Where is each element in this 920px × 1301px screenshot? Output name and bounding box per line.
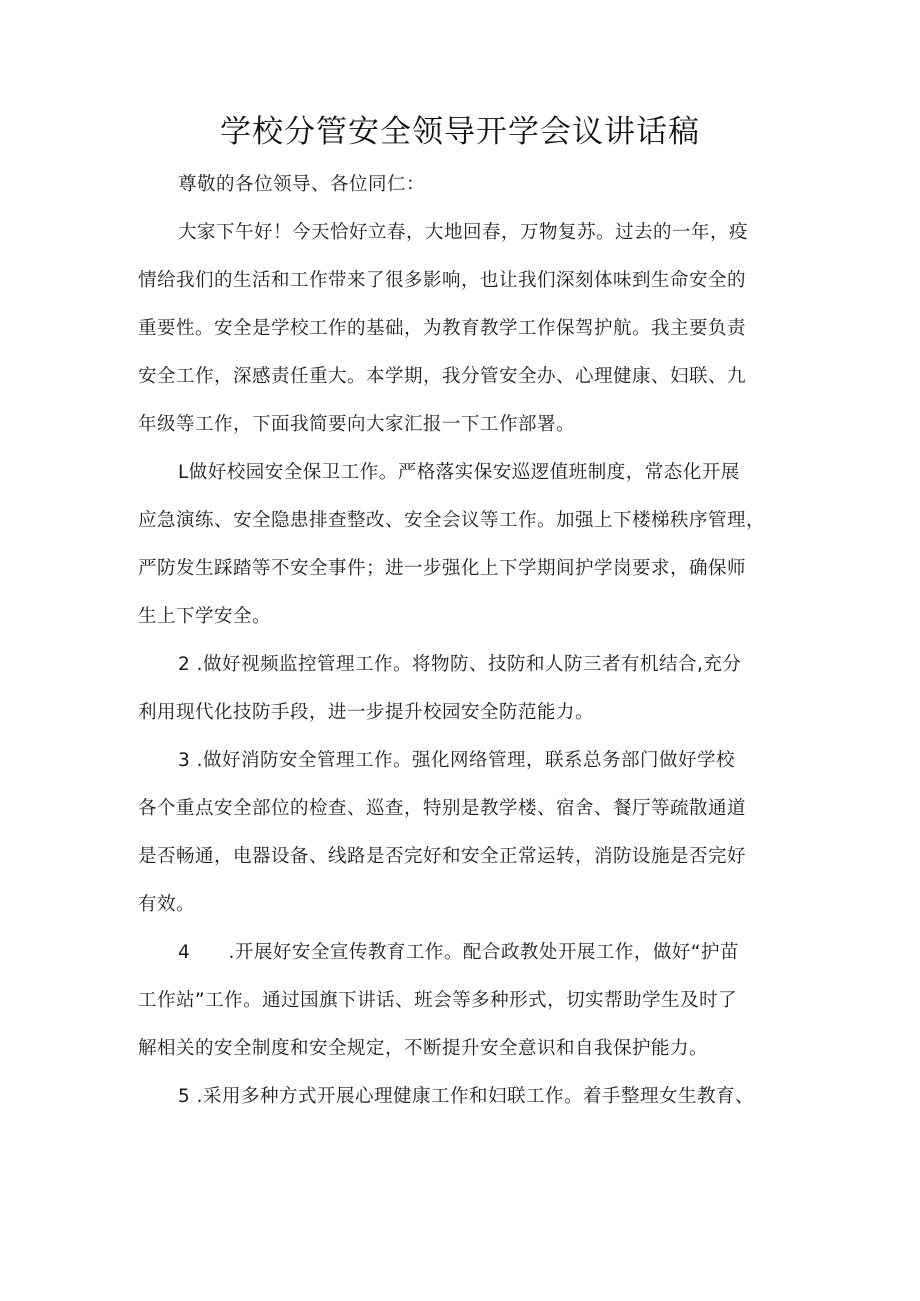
paragraph-line: 大家下午好！今天恰好立春，大地回春，万物复苏。过去的一年，疫 [178, 222, 749, 243]
paragraph-line: 有效。 [138, 894, 196, 915]
paragraph-line: 严防发生踩踏等不安全事件；进一步强化上下学期间护学岗要求，确保师 [138, 558, 747, 579]
paragraph-line: 解相关的安全制度和安全规定，不断提升安全意识和自我保护能力。 [138, 1038, 709, 1059]
paragraph-line: 利用现代化技防手段，进一步提升校园安全防范能力。 [138, 702, 595, 723]
paragraph-line: L做好校园安全保卫工作。严格落实保安巡逻值班制度，常态化开展 [178, 462, 740, 483]
paragraph-line: 4 .开展好安全宣传教育工作。配合政教处开展工作，做好“护苗 [178, 942, 740, 963]
paragraph-line: 年级等工作，下面我简要向大家汇报一下工作部署。 [138, 414, 576, 435]
paragraph-line: 2 .做好视频监控管理工作。将物防、技防和人防三者有机结合,充分 [178, 654, 742, 675]
paragraph-line: 重要性。安全是学校工作的基础，为教育教学工作保驾护航。我主要负责 [138, 318, 747, 339]
paragraph-line: 应急演练、安全隐患排查整改、安全会议等工作。加强上下楼梯秩序管理， [138, 510, 766, 531]
paragraph-line: 生上下学安全。 [138, 606, 272, 627]
paragraph-line: 是否畅通，电器设备、线路是否完好和安全正常运转，消防设施是否完好 [138, 846, 747, 867]
document-title: 学校分管安全领导开学会议讲话稿 [220, 114, 700, 150]
paragraph-line: 安全工作，深感责任重大。本学期，我分管安全办、心理健康、妇联、九 [138, 366, 747, 387]
paragraph-line: 5 .采用多种方式开展心理健康工作和妇联工作。着手整理女生教育、 [178, 1086, 755, 1107]
paragraph-line: 情给我们的生活和工作带来了很多影响，也让我们深刻体味到生命安全的 [138, 270, 747, 291]
paragraph-line: 3 .做好消防安全管理工作。强化网络管理，联系总务部门做好学校 [178, 750, 736, 771]
paragraph-line: 各个重点安全部位的检查、巡查，特别是教学楼、宿舍、餐厅等疏散通道 [138, 798, 747, 819]
salutation: 尊敬的各位领导、各位同仁： [178, 174, 426, 195]
paragraph-line: 工作站”工作。通过国旗下讲话、班会等多种形式，切实帮助学生及时了 [138, 990, 738, 1011]
